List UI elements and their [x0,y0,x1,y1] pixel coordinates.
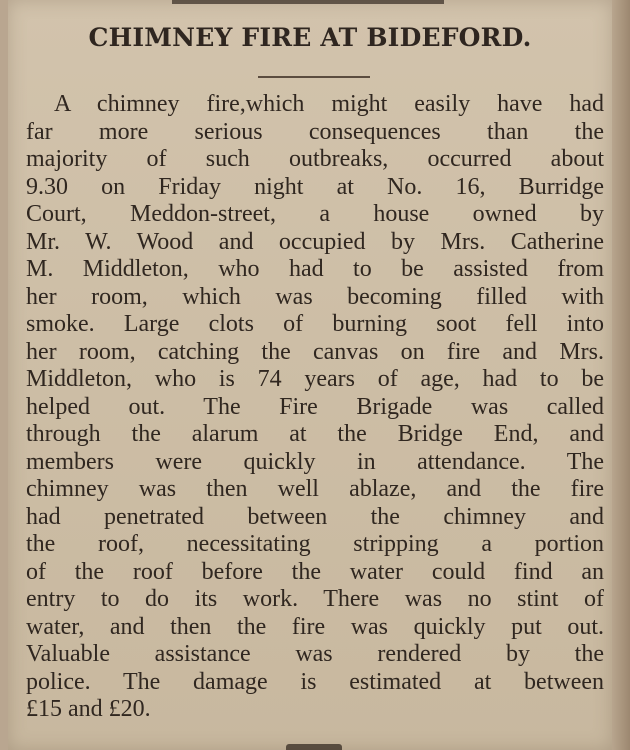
article-headline: CHIMNEY FIRE AT BIDEFORD. [88,23,532,52]
article-line: her room, which was becoming filled with [26,283,604,310]
article-line: chimney was then well ablaze, and the fire [26,476,604,502]
bottom-rule [286,744,342,750]
article-line: M. Middleton, who had to be assisted from [26,256,604,282]
article-line: had penetrated between the chimney and [26,503,604,530]
article-line: entry to do its work. There was no stint of [26,586,604,612]
article-line: Middleton, who is 74 years of age, had to be [26,366,604,392]
article-line: A chimney fire,which might easily have had [54,91,604,117]
article-line: helped out. The Fire Brigade was called [26,393,604,420]
article-line: police. The damage is estimated at between [26,668,604,695]
article-line: of the roof before the water could find an [26,558,604,585]
article-line: smoke. Large clots of burning soot fell into [26,311,604,337]
article-line: her room, catching the canvas on fire and Mrs. [26,338,604,365]
headline-separator [258,76,370,78]
article-line: £15 and £20. [26,696,151,722]
article-line: far more serious consequences than the [26,118,604,145]
top-rule [172,0,444,4]
article-line: majority of such outbreaks, occurred about [26,146,604,172]
article-line: the roof, necessitating stripping a portion [26,531,604,557]
article-line: 9.30 on Friday night at No. 16, Burridge [26,173,604,200]
article-line: members were quickly in attendance. The [26,448,604,475]
article-body [26,91,604,724]
article-line: Mr. W. Wood and occupied by Mrs. Catherine [26,228,604,255]
article-line: Court, Meddon-street, a house owned by [26,201,604,227]
page-edge [612,0,630,750]
article-line: water, and then the fire was quickly put out. [26,613,604,640]
article-line: Valuable assistance was rendered by the [26,641,604,667]
article-line: through the alarum at the Bridge End, and [26,421,604,447]
